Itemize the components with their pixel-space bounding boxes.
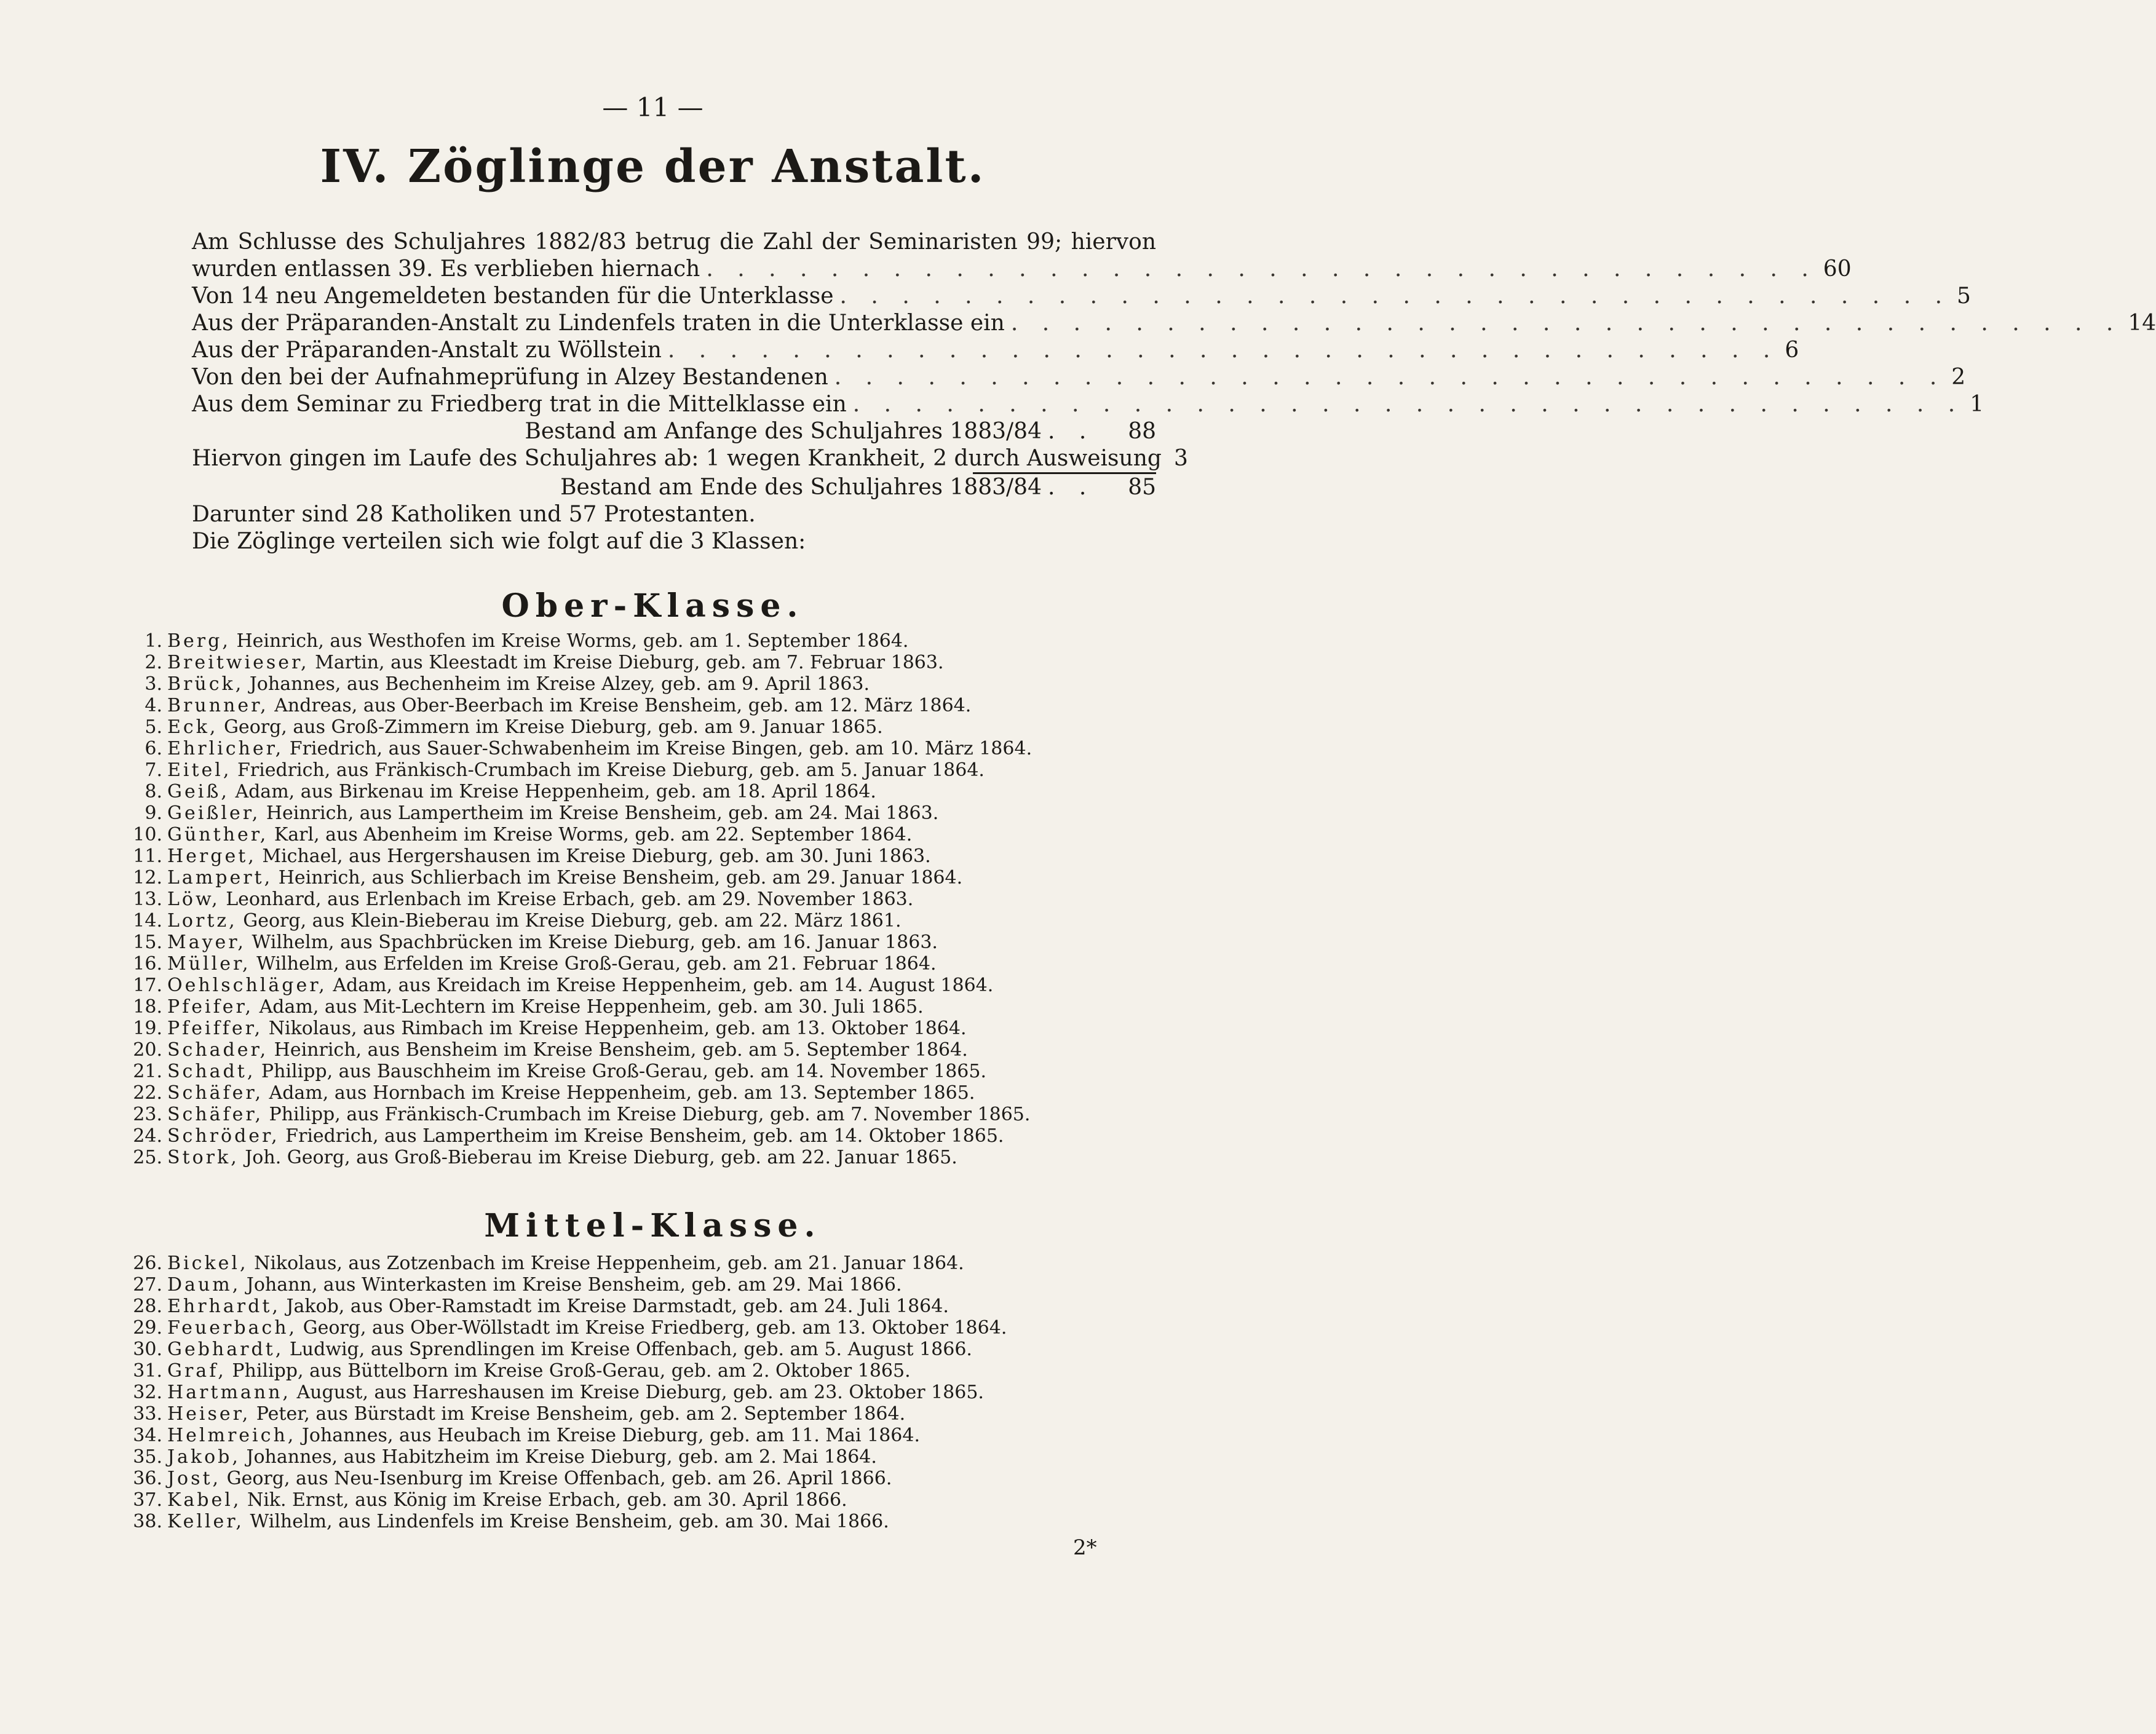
student-details: Joh. Georg, aus Groß-Bieberau im Kreise Dieburg, geb. am 22. Januar 1865.	[245, 1147, 957, 1168]
student-entry	[123, 1147, 1107, 1168]
catholics-line: Darunter sind 28 Katholiken und 57 Protestanten.	[192, 502, 756, 527]
section-title: IV. Zöglinge der Anstalt.	[320, 140, 986, 193]
departed-text: Hiervon gingen im Laufe des Schuljahres ab: 1 wegen Krankheit, 2 durch Ausweisung	[192, 446, 1162, 471]
student-details: Heinrich, aus Bensheim im Kreise Bensheim, geb. am 5. September 1864.	[274, 1039, 968, 1061]
student-details: Martin, aus Kleestadt im Kreise Dieburg, geb. am 7. Februar 1863.	[315, 652, 944, 673]
student-details: Johann, aus Winterkasten im Kreise Bensheim, geb. am 29. Mai 1866.	[246, 1274, 902, 1296]
student-surname: Daum,	[167, 1274, 241, 1296]
student-entry	[123, 759, 1107, 781]
student-details: Philipp, aus Bauschheim im Kreise Groß-Gerau, geb. am 14. November 1865.	[261, 1061, 987, 1082]
student-details: Ludwig, aus Sprendlingen im Kreise Offenbach, geb. am 5. August 1866.	[289, 1339, 972, 1360]
student-entry	[123, 1039, 1107, 1061]
student-number: 15.	[133, 932, 162, 953]
student-details: Peter, aus Bürstadt im Kreise Bensheim, geb. am 2. September 1864.	[256, 1403, 906, 1425]
intro-row-value: 6	[1785, 338, 1799, 363]
student-entry	[123, 824, 1107, 845]
student-details: Leonhard, aus Erlenbach im Kreise Erbach, geb. am 29. November 1863.	[226, 889, 914, 910]
student-details: Heinrich, aus Schlierbach im Kreise Bensheim, geb. am 29. Januar 1864.	[278, 867, 963, 889]
student-surname: Jost,	[167, 1468, 221, 1489]
student-details: Friedrich, aus Lampertheim im Kreise Bensheim, geb. am 14. Oktober 1865.	[285, 1125, 1004, 1147]
leader-dots: . . . . . . . . . . . . . . . . . . . . . . . . . . . . . . . . . . . .	[706, 256, 1817, 282]
student-entry	[123, 1468, 1107, 1489]
student-details: Friedrich, aus Sauer-Schwabenheim im Kreise Bingen, geb. am 10. März 1864.	[289, 738, 1032, 759]
student-entry	[123, 1382, 1107, 1403]
student-surname: Herget,	[167, 845, 256, 867]
student-number: 36.	[133, 1468, 162, 1489]
student-details: Wilhelm, aus Erfelden im Kreise Groß-Gerau, geb. am 21. Februar 1864.	[256, 953, 937, 975]
student-entry	[123, 996, 1107, 1018]
student-number: 16.	[133, 953, 162, 975]
ober-klasse-list	[123, 630, 1107, 1168]
student-entry	[123, 1018, 1107, 1039]
student-surname: Gebhardt,	[167, 1339, 284, 1360]
student-number: 19.	[133, 1018, 162, 1039]
student-surname: Günther,	[167, 824, 269, 845]
student-entry	[123, 1317, 1107, 1339]
student-number: 9.	[145, 802, 162, 824]
student-surname: Geißler,	[167, 802, 261, 824]
student-number: 22.	[133, 1082, 162, 1104]
student-number: 2.	[145, 652, 162, 673]
student-entry	[123, 630, 1107, 652]
student-entry	[123, 1296, 1107, 1317]
student-entry	[123, 673, 1107, 695]
student-surname: Heiser,	[167, 1403, 251, 1425]
student-number: 6.	[145, 738, 162, 759]
student-surname: Geiß,	[167, 781, 229, 802]
student-surname: Pfeifer,	[167, 996, 254, 1018]
student-details: Georg, aus Neu-Isenburg im Kreise Offenbach, geb. am 26. April 1866.	[226, 1468, 892, 1489]
leader-dots: . . . . . . . . . . . . . . . . . . . . . . . . . . . . . . . . . . . .	[852, 392, 1964, 417]
student-number: 10.	[133, 824, 162, 845]
student-entry	[123, 1061, 1107, 1082]
student-entry	[123, 845, 1107, 867]
student-number: 26.	[133, 1253, 162, 1274]
student-details: Friedrich, aus Fränkisch-Crumbach im Kreise Dieburg, geb. am 5. Januar 1864.	[237, 759, 985, 781]
intro-row-text: Von den bei der Aufnahmeprüfung in Alzey Bestandenen	[192, 365, 828, 390]
student-details: Michael, aus Hergershausen im Kreise Dieburg, geb. am 30. Juni 1863.	[262, 845, 931, 867]
student-number: 31.	[133, 1360, 162, 1382]
intro-rows	[192, 256, 2156, 418]
leader-dots: . .	[1048, 419, 1095, 444]
sum-end-text: Bestand am Ende des Schuljahres 1883/84	[560, 475, 1042, 500]
student-surname: Berg,	[167, 630, 231, 652]
student-details: Adam, aus Birkenau im Kreise Heppenheim, geb. am 18. April 1864.	[235, 781, 876, 802]
leader-dots: . .	[1048, 475, 1095, 500]
student-surname: Breitwieser,	[167, 652, 309, 673]
student-number: 27.	[133, 1274, 162, 1296]
student-entry	[123, 1489, 1107, 1511]
signature-mark: 2*	[1073, 1535, 1097, 1560]
student-number: 30.	[133, 1339, 162, 1360]
departed-value: 3	[1173, 446, 1188, 471]
student-number: 4.	[145, 695, 162, 716]
student-details: Adam, aus Mit-Lechtern im Kreise Heppenheim, geb. am 30. Juli 1865.	[259, 996, 924, 1018]
student-details: Nikolaus, aus Zotzenbach im Kreise Heppenheim, geb. am 21. Januar 1864.	[254, 1253, 964, 1274]
page-number: — 11 —	[602, 92, 703, 122]
student-number: 12.	[133, 867, 162, 889]
student-surname: Eck,	[167, 716, 218, 738]
intro-first-line: Am Schlusse des Schuljahres 1882/83 betrug die Zahl der Seminaristen 99; hiervon	[192, 229, 1156, 255]
intro-row	[192, 310, 2156, 337]
sum-start-value: 88	[1128, 419, 1156, 444]
student-number: 34.	[133, 1425, 162, 1446]
student-number: 33.	[133, 1403, 162, 1425]
student-details: Philipp, aus Fränkisch-Crumbach im Kreise Dieburg, geb. am 7. November 1865.	[269, 1104, 1031, 1125]
intro-statistics	[192, 229, 2156, 555]
ober-klasse-heading: Ober-Klasse.	[501, 587, 804, 625]
student-entry	[123, 1360, 1107, 1382]
student-entry	[123, 652, 1107, 673]
intro-row-text: wurden entlassen 39. Es verblieben hiernach	[192, 256, 700, 282]
student-entry	[123, 910, 1107, 932]
student-number: 7.	[145, 759, 162, 781]
student-details: Heinrich, aus Westhofen im Kreise Worms, geb. am 1. September 1864.	[236, 630, 909, 652]
student-number: 1.	[145, 630, 162, 652]
student-number: 28.	[133, 1296, 162, 1317]
student-entry	[123, 1082, 1107, 1104]
student-details: Andreas, aus Ober-Beerbach im Kreise Bensheim, geb. am 12. März 1864.	[274, 695, 972, 716]
leader-dots: . . . . . . . . . . . . . . . . . . . . . . . . . . . . . . . . . . . .	[1010, 311, 2122, 336]
student-number: 14.	[133, 910, 162, 932]
student-details: Nikolaus, aus Rimbach im Kreise Heppenheim, geb. am 13. Oktober 1864.	[268, 1018, 967, 1039]
intro-row-value: 2	[1951, 365, 1966, 390]
student-entry	[123, 1425, 1107, 1446]
student-surname: Bickel,	[167, 1253, 248, 1274]
student-surname: Stork,	[167, 1147, 239, 1168]
student-number: 38.	[133, 1511, 162, 1532]
student-number: 13.	[133, 889, 162, 910]
student-surname: Schadt,	[167, 1061, 256, 1082]
intro-row-text: Aus dem Seminar zu Friedberg trat in die Mittelklasse ein	[192, 392, 847, 417]
student-number: 32.	[133, 1382, 162, 1403]
intro-row	[192, 256, 1852, 283]
student-surname: Ehrlicher,	[167, 738, 284, 759]
student-entry	[123, 932, 1107, 953]
intro-row	[192, 391, 1984, 418]
sum-end-row	[192, 474, 1156, 501]
student-details: Georg, aus Klein-Bieberau im Kreise Dieburg, geb. am 22. März 1861.	[243, 910, 902, 932]
student-entry	[123, 802, 1107, 824]
student-number: 23.	[133, 1104, 162, 1125]
student-number: 21.	[133, 1061, 162, 1082]
student-surname: Brück,	[167, 673, 244, 695]
student-surname: Keller,	[167, 1511, 244, 1532]
student-surname: Mayer,	[167, 932, 246, 953]
student-details: Johannes, aus Habitzheim im Kreise Dieburg, geb. am 2. Mai 1864.	[246, 1446, 877, 1468]
student-surname: Hartmann,	[167, 1382, 291, 1403]
student-surname: Eitel,	[167, 759, 232, 781]
student-surname: Helmreich,	[167, 1425, 296, 1446]
student-details: Philipp, aus Büttelborn im Kreise Groß-Gerau, geb. am 2. Oktober 1865.	[232, 1360, 911, 1382]
student-number: 5.	[145, 716, 162, 738]
leader-dots: . . . . . . . . . . . . . . . . . . . . . . . . . . . . . . . . . . . .	[834, 365, 1946, 390]
student-entry	[123, 695, 1107, 716]
student-details: Wilhelm, aus Lindenfels im Kreise Bensheim, geb. am 30. Mai 1866.	[250, 1511, 889, 1532]
intro-row	[192, 364, 1966, 391]
student-number: 8.	[145, 781, 162, 802]
student-details: Nik. Ernst, aus König im Kreise Erbach, geb. am 30. April 1866.	[247, 1489, 847, 1511]
student-number: 11.	[133, 845, 162, 867]
student-entry	[123, 1403, 1107, 1425]
student-entry	[123, 867, 1107, 889]
student-surname: Lampert,	[167, 867, 273, 889]
intro-row-text: Aus der Präparanden-Anstalt zu Wöllstein	[192, 338, 662, 363]
student-number: 20.	[133, 1039, 162, 1061]
student-entry	[123, 738, 1107, 759]
student-number: 24.	[133, 1125, 162, 1147]
student-number: 25.	[133, 1147, 162, 1168]
student-details: Johannes, aus Heubach im Kreise Dieburg, geb. am 11. Mai 1864.	[301, 1425, 921, 1446]
student-surname: Lortz,	[167, 910, 237, 932]
student-entry	[123, 716, 1107, 738]
student-number: 35.	[133, 1446, 162, 1468]
student-surname: Pfeiffer,	[167, 1018, 263, 1039]
student-entry	[123, 889, 1107, 910]
student-entry	[123, 953, 1107, 975]
intro-row-value: 1	[1970, 392, 1984, 417]
student-details: Adam, aus Hornbach im Kreise Heppenheim, geb. am 13. September 1865.	[269, 1082, 975, 1104]
student-surname: Schröder,	[167, 1125, 280, 1147]
leader-dots: . . . . . . . . . . . . . . . . . . . . . . . . . . . . . . . . . . . .	[839, 283, 1951, 309]
student-surname: Kabel,	[167, 1489, 242, 1511]
student-surname: Schäfer,	[167, 1104, 263, 1125]
sum-start-text: Bestand am Anfange des Schuljahres 1883/84	[525, 419, 1042, 444]
student-entry	[123, 1125, 1107, 1147]
student-details: August, aus Harreshausen im Kreise Dieburg, geb. am 23. Oktober 1865.	[296, 1382, 984, 1403]
student-entry	[123, 975, 1107, 996]
student-number: 37.	[133, 1489, 162, 1511]
student-details: Jakob, aus Ober-Ramstadt im Kreise Darmstadt, geb. am 24. Juli 1864.	[286, 1296, 949, 1317]
student-details: Georg, aus Groß-Zimmern im Kreise Dieburg, geb. am 9. Januar 1865.	[223, 716, 883, 738]
student-number: 29.	[133, 1317, 162, 1339]
student-number: 18.	[133, 996, 162, 1018]
student-surname: Schader,	[167, 1039, 269, 1061]
student-surname: Müller,	[167, 953, 251, 975]
student-number: 17.	[133, 975, 162, 996]
sum-start-row	[192, 418, 1156, 445]
student-details: Wilhelm, aus Spachbrücken im Kreise Dieburg, geb. am 16. Januar 1863.	[252, 932, 938, 953]
student-surname: Jakob,	[167, 1446, 240, 1468]
classes-line: Die Zöglinge verteilen sich wie folgt auf die 3 Klassen:	[192, 529, 806, 554]
student-entry	[123, 1511, 1107, 1532]
student-entry	[123, 1253, 1107, 1274]
student-details: Karl, aus Abenheim im Kreise Worms, geb. am 22. September 1864.	[274, 824, 913, 845]
intro-row-value: 14	[2128, 311, 2156, 336]
student-number: 3.	[145, 673, 162, 695]
leader-dots: . . . . . . . . . . . . . . . . . . . . . . . . . . . . . . . . . . . .	[667, 338, 1779, 363]
student-surname: Löw,	[167, 889, 220, 910]
intro-row	[192, 283, 1971, 310]
student-surname: Schäfer,	[167, 1082, 263, 1104]
intro-row-text: Aus der Präparanden-Anstalt zu Lindenfels traten in die Unterklasse ein	[192, 311, 1005, 336]
student-surname: Oehlschläger,	[167, 975, 327, 996]
student-details: Johannes, aus Bechenheim im Kreise Alzey, geb. am 9. April 1863.	[249, 673, 870, 695]
student-surname: Feuerbach,	[167, 1317, 298, 1339]
intro-row-value: 60	[1823, 256, 1852, 282]
student-entry	[123, 1339, 1107, 1360]
student-entry	[123, 781, 1107, 802]
intro-row	[192, 337, 1799, 364]
intro-row-text: Von 14 neu Angemeldeten bestanden für die Unterklasse	[192, 283, 834, 309]
intro-row-value: 5	[1957, 283, 1971, 309]
student-details: Heinrich, aus Lampertheim im Kreise Bensheim, geb. am 24. Mai 1863.	[266, 802, 939, 824]
departed-row	[192, 445, 1188, 472]
student-surname: Ehrhardt,	[167, 1296, 280, 1317]
student-entry	[123, 1274, 1107, 1296]
sum-end-value: 85	[1128, 475, 1156, 500]
student-details: Adam, aus Kreidach im Kreise Heppenheim, geb. am 14. August 1864.	[333, 975, 994, 996]
student-details: Georg, aus Ober-Wöllstadt im Kreise Friedberg, geb. am 13. Oktober 1864.	[303, 1317, 1007, 1339]
mittel-klasse-list	[123, 1253, 1107, 1532]
student-entry	[123, 1446, 1107, 1468]
student-surname: Graf,	[167, 1360, 226, 1382]
student-surname: Brunner,	[167, 695, 269, 716]
mittel-klasse-heading: Mittel-Klasse.	[484, 1207, 822, 1245]
student-entry	[123, 1104, 1107, 1125]
